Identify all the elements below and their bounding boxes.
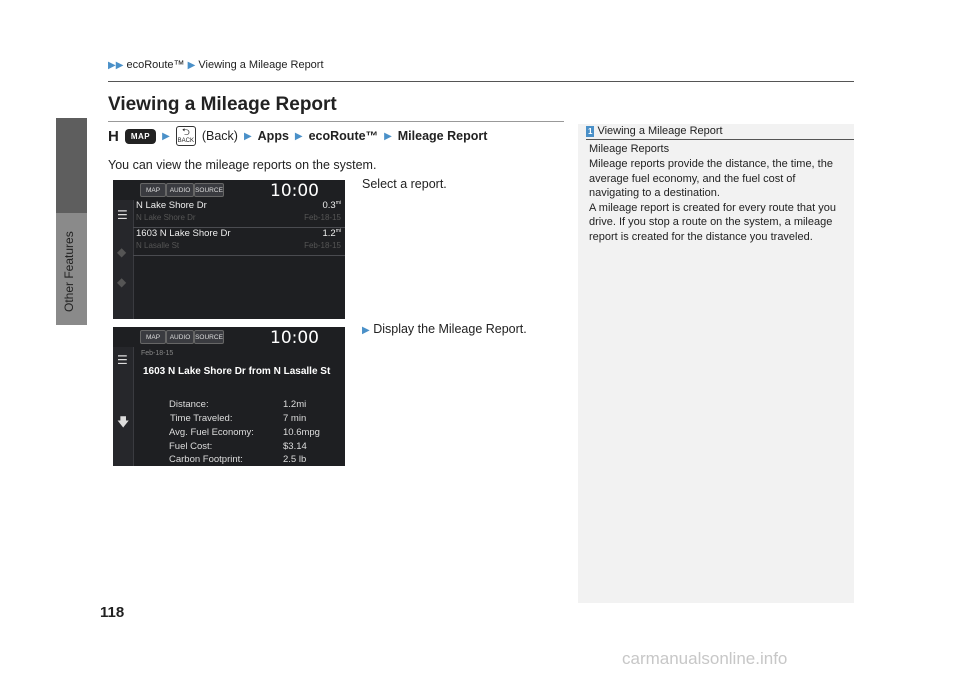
screen-report-detail [113, 327, 345, 466]
row-origin: N Lake Shore Dr [136, 213, 196, 222]
sidebar-paragraph: A mileage report is created for every route that you drive. If you stop a route on the system, a mileage report is created for the distance you traveled. [589, 201, 837, 243]
screen-source-button[interactable]: SOURCE [194, 183, 224, 197]
breadcrumb-item-current: Viewing a Mileage Report [198, 59, 324, 71]
path-arrow-icon: ▶ [294, 130, 303, 142]
row-destination: 1603 N Lake Shore Dr [136, 228, 231, 239]
sidebar-paragraph: Mileage reports provide the distance, the time, the average fuel economy, and the fuel cost of navigating to a destination. [589, 158, 833, 199]
screen-left-rail [113, 200, 134, 319]
breadcrumb-arrow-icon: ▶ [187, 60, 196, 71]
home-icon: H [108, 127, 119, 145]
report-value-fuel-economy: 10.6mpg [283, 427, 320, 438]
note-number-badge: 1 [588, 126, 593, 136]
breadcrumb-item-ecoroute: ecoRoute™ [126, 59, 185, 71]
step2-text: ▶ Display the Mileage Report. [362, 322, 527, 336]
intro-text: You can view the mileage reports on the system. [108, 158, 377, 172]
screen-audio-button[interactable]: AUDIO [166, 330, 194, 344]
map-button-icon: MAP [125, 129, 156, 144]
scroll-down-icon[interactable]: 🡇 [117, 415, 130, 429]
report-label-fuel-economy: Avg. Fuel Economy: [169, 427, 254, 438]
row-origin: N Lasalle St [136, 241, 180, 250]
report-date: Feb-18-15 [141, 350, 174, 357]
list-item[interactable] [133, 197, 345, 228]
menu-icon[interactable]: ☰ [117, 353, 128, 367]
back-label: (Back) [201, 129, 238, 143]
screen-map-button[interactable]: MAP [140, 330, 166, 344]
watermark: carmanualsonline.info [622, 649, 788, 668]
row-destination: N Lake Shore Dr [136, 200, 207, 211]
screen-left-rail [113, 347, 134, 466]
path-arrow-icon: ▶ [243, 130, 252, 142]
step1-text: Select a report. [362, 177, 447, 191]
breadcrumb [108, 59, 324, 71]
report-label-distance: Distance: [169, 399, 209, 410]
row-distance: $1.2^{mi}$ [322, 228, 341, 240]
path-arrow-icon: ▶ [384, 130, 392, 142]
report-value-time: 7 min [283, 413, 307, 424]
path-step-mileage-report: Mileage Report [397, 129, 488, 143]
side-tab-label: Other Features [62, 231, 76, 313]
menu-icon[interactable]: ☰ [117, 208, 128, 222]
row-distance: $0.3^{mi}$ [322, 200, 341, 212]
path-arrow-icon: ▶ [162, 130, 170, 142]
header-divider [108, 81, 854, 82]
scroll-up-icon[interactable]: ◆ [117, 245, 127, 259]
back-button-icon [176, 126, 196, 146]
row-date: Feb-18-15 [304, 241, 341, 250]
screen-audio-button[interactable]: AUDIO [166, 183, 194, 197]
screen-report-list [113, 180, 345, 319]
sidebar-divider [586, 139, 854, 140]
scroll-down-icon[interactable]: ◆ [117, 275, 127, 289]
list-item[interactable] [133, 225, 345, 256]
sidebar-heading-text: Viewing a Mileage Report [597, 125, 723, 137]
breadcrumb-arrow-icon: ▶▶ [108, 60, 124, 71]
screen-top-bar [113, 327, 345, 347]
back-arrow-icon: ⮌ [181, 127, 190, 138]
nav-path [108, 126, 487, 146]
report-title: 1603 N Lake Shore Dr from N Lasalle St [143, 366, 331, 377]
report-value-distance: 1.2mi [283, 399, 307, 410]
screen-map-button[interactable]: MAP [140, 183, 166, 197]
path-step-apps: Apps [257, 129, 289, 143]
report-value-fuel-cost: $3.14 [283, 441, 307, 452]
page-number: 118 [100, 604, 125, 621]
side-tab-top [56, 118, 87, 213]
back-chip-label: BACK [177, 138, 194, 144]
report-label-carbon: Carbon Footprint: [169, 454, 243, 465]
path-step-ecoroute: ecoRoute™ [308, 129, 379, 143]
sidebar-body [589, 157, 845, 244]
row-date: Feb-18-15 [304, 213, 341, 222]
title-divider [108, 121, 564, 122]
screen-clock: 10:00 [270, 328, 319, 348]
report-label-time: Time Traveled: [170, 413, 233, 424]
page-title: Viewing a Mileage Report [108, 94, 337, 115]
sidebar-heading [586, 125, 723, 137]
report-value-carbon: 2.5 lb [283, 454, 307, 465]
report-label-fuel-cost: Fuel Cost: [169, 441, 213, 452]
screen-clock: 10:00 [270, 181, 319, 201]
result-arrow-icon: ▶ [362, 325, 370, 336]
sidebar-subheading: Mileage Reports [589, 143, 670, 155]
screen-source-button[interactable]: SOURCE [194, 330, 224, 344]
